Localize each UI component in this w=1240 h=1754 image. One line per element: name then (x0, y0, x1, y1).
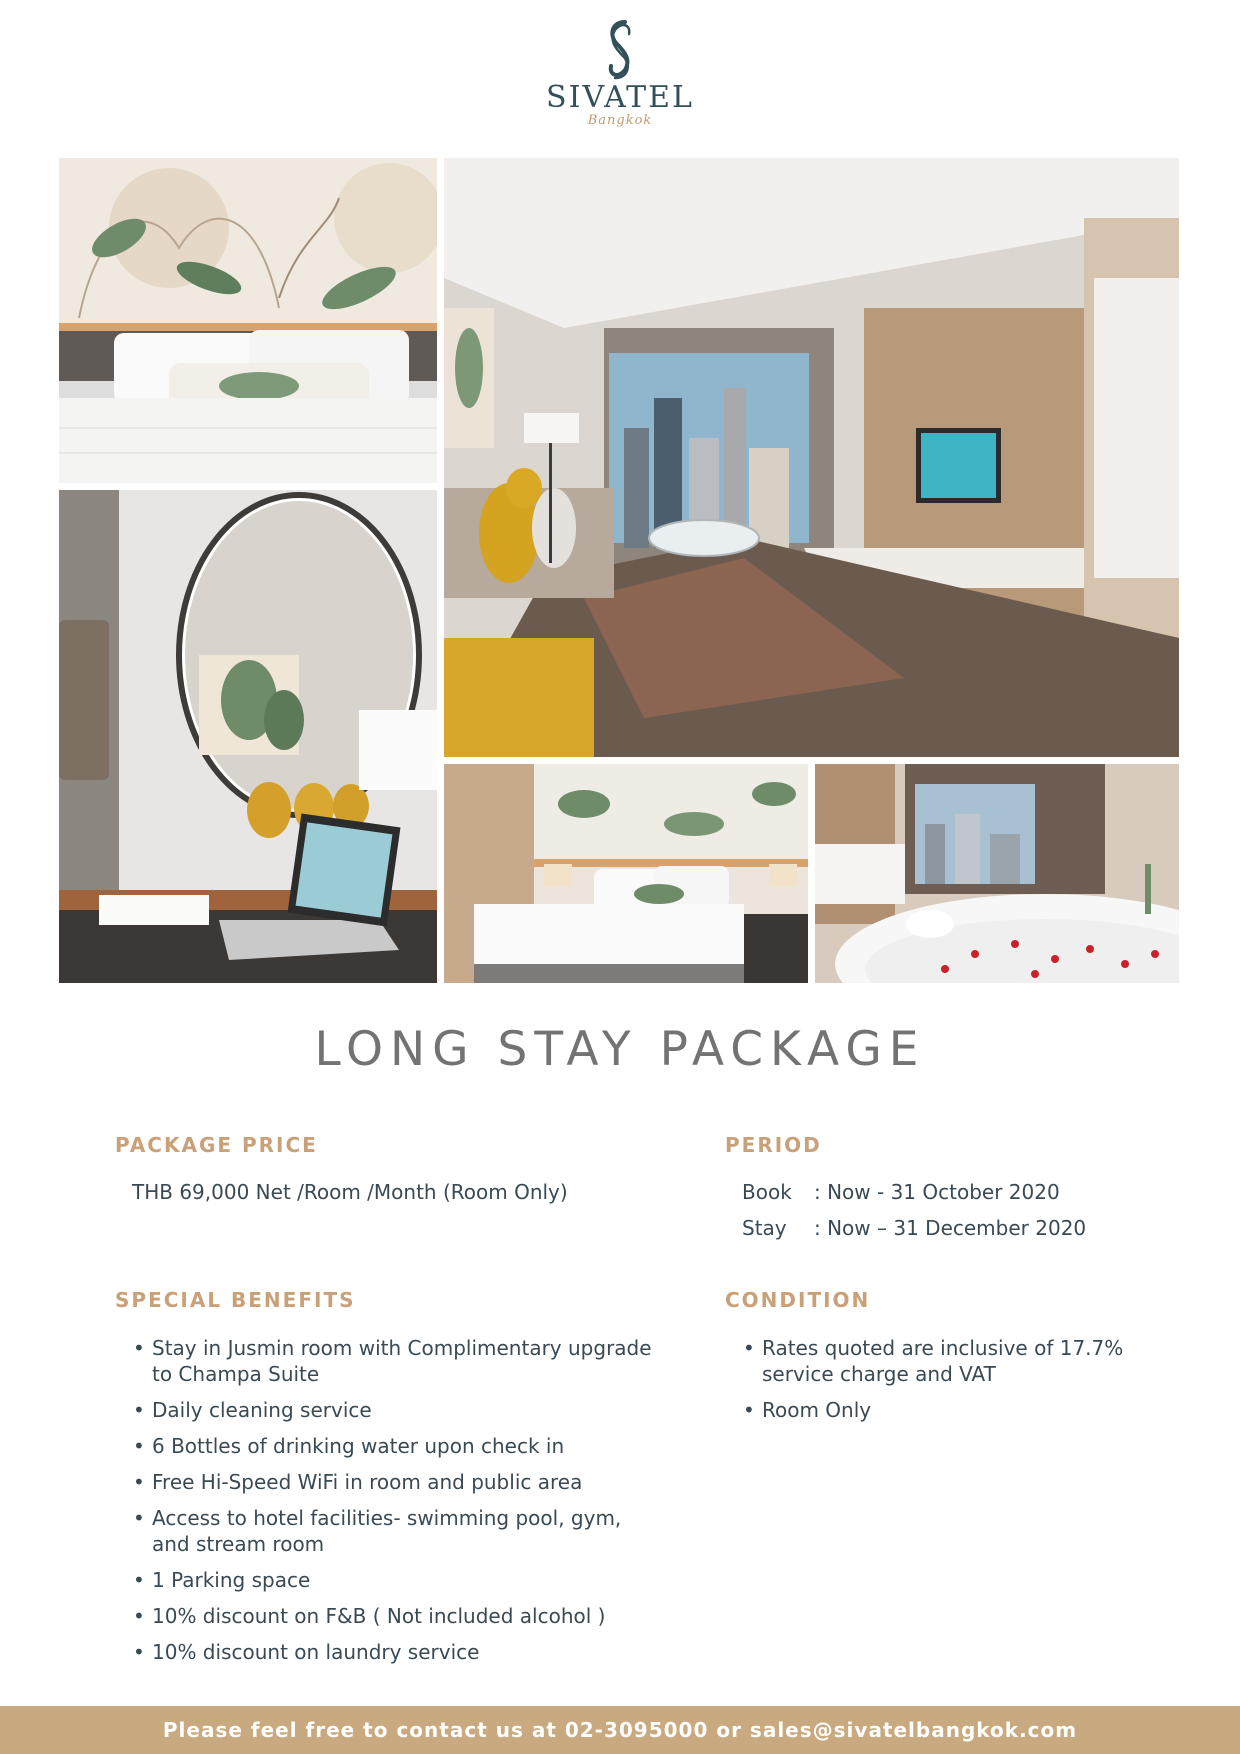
package-price-value: THB 69,000 Net /Room /Month (Room Only) (132, 1180, 568, 1204)
period-value-book: : Now - 31 October 2020 (814, 1180, 1060, 1204)
hotel-logo (0, 18, 1240, 128)
list-item: • Daily cleaning service (133, 1397, 653, 1423)
package-price-label: PACKAGE PRICE (115, 1133, 318, 1157)
list-item: • Stay in Jusmin room with Complimentary upgrade to Champa Suite (133, 1335, 653, 1387)
contact-footer: Please feel free to contact us at 02-3095000 or sales@sivatelbangkok.com (0, 1706, 1240, 1754)
period-list (742, 1180, 1086, 1252)
list-item: • Rates quoted are inclusive of 17.7% service charge and VAT (743, 1335, 1163, 1387)
list-item: • 10% discount on F&B ( Not included alcohol ) (133, 1603, 653, 1629)
period-row-stay (742, 1216, 1086, 1252)
logo-wordmark: SIVATEL (546, 80, 694, 115)
list-item: • Room Only (743, 1397, 1163, 1423)
photo-desk-mirror (59, 490, 437, 983)
photo-bedroom (444, 764, 808, 983)
special-benefits-label: SPECIAL BENEFITS (115, 1288, 356, 1312)
condition-list (743, 1335, 1163, 1433)
photo-living-room-city-view (444, 158, 1179, 757)
list-item: • Access to hotel facilities- swimming pool, gym, and stream room (133, 1505, 653, 1557)
photo-bed-floral-wallpaper (59, 158, 437, 483)
period-key-book: Book (742, 1180, 792, 1204)
period-row-book (742, 1180, 1086, 1216)
period-label: PERIOD (725, 1133, 822, 1157)
condition-label: CONDITION (725, 1288, 871, 1312)
logo-subtitle: Bangkok (587, 113, 653, 128)
list-item: • 6 Bottles of drinking water upon check in (133, 1433, 653, 1459)
list-item: • 10% discount on laundry service (133, 1639, 653, 1665)
package-title: LONG STAY PACKAGE (314, 1022, 926, 1077)
period-key-stay: Stay (742, 1216, 787, 1240)
special-benefits-list (133, 1335, 653, 1675)
logo-s-mark-icon (603, 18, 637, 82)
list-item: • 1 Parking space (133, 1567, 653, 1593)
period-value-stay: : Now – 31 December 2020 (814, 1216, 1087, 1240)
list-item: • Free Hi-Speed WiFi in room and public area (133, 1469, 653, 1495)
photo-jacuzzi-rose-petals (815, 764, 1179, 983)
